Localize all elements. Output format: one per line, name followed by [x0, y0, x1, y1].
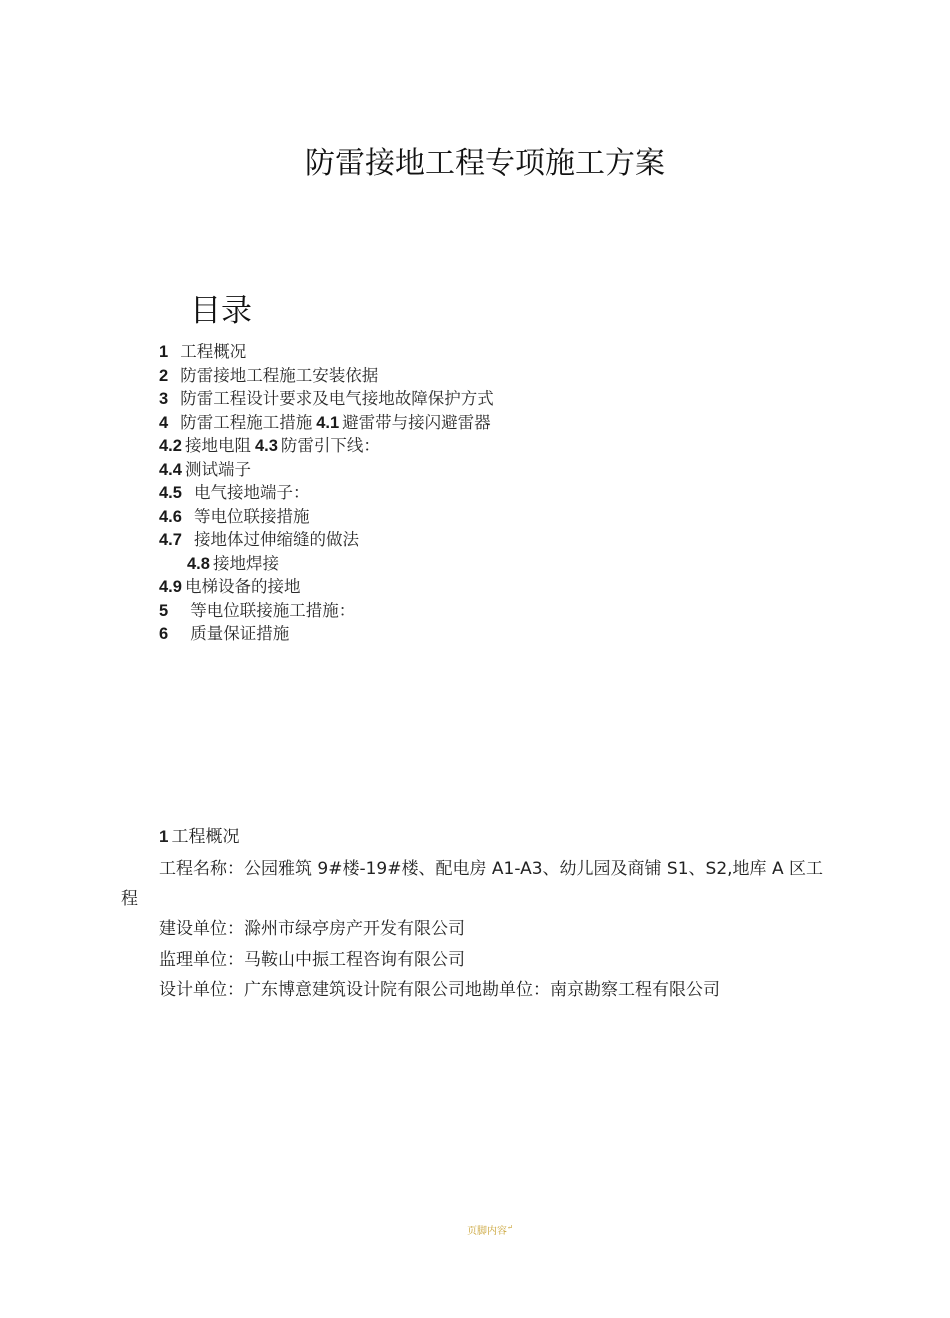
toc-item-5 [159, 600, 355, 622]
toc-item-text: 接地电阻 [184, 436, 251, 455]
toc-item-number: 4.8 [187, 554, 210, 573]
toc-item-number: 4 [159, 413, 169, 432]
toc-item-number: 4.9 [159, 578, 182, 596]
toc-item-4-7 [159, 529, 359, 551]
toc-item-text: 等电位联接措施 [193, 506, 310, 526]
toc-item-6 [159, 623, 289, 645]
section-heading-number: 1 [159, 827, 169, 846]
document-title: 防雷接地工程专项施工方案 [305, 146, 665, 181]
supervisor-line: 监理单位：马鞍山中振工程咨询有限公司 [159, 950, 465, 970]
toc-item-4 [159, 412, 491, 434]
toc-item-number: 4.5 [159, 484, 182, 502]
toc-item-number: 2 [159, 366, 169, 385]
footer-mark-icon: ↵ [507, 1223, 513, 1232]
toc-item-text: 防雷工程施工措施 [180, 412, 313, 432]
section-heading-text: 工程概况 [171, 827, 240, 847]
toc-item-number: 4.4 [159, 460, 182, 479]
toc-item-text: 测试端子 [184, 459, 251, 479]
toc-item-4-9 [159, 576, 300, 598]
toc-item-2 [159, 365, 378, 387]
toc-item-number: 5 [159, 601, 169, 620]
toc-item-text: 等电位联接施工措施： [190, 600, 356, 620]
toc-item-number: 4.3 [254, 437, 278, 455]
toc-item-text: 防雷工程设计要求及电气接地故障保护方式 [180, 389, 494, 408]
toc-item-4-2 [159, 435, 380, 457]
toc-item-text: 避雷带与接闪避雷器 [342, 412, 491, 432]
toc-item-4-6 [159, 506, 309, 528]
toc-item-text: 防雷引下线： [280, 436, 380, 455]
designer-survey-line: 设计单位：广东博意建筑设计院有限公司地勘单位：南京勘察工程有限公司 [159, 980, 720, 1000]
toc-item-text: 电梯设备的接地 [184, 577, 301, 596]
toc-item-number: 3 [159, 390, 169, 408]
toc-item-number: 6 [159, 625, 169, 643]
toc-item-text: 质量保证措施 [190, 624, 290, 643]
toc-item-text: 接地体过伸缩缝的做法 [193, 530, 359, 549]
toc-item-text: 接地焊接 [212, 553, 279, 573]
toc-item-1 [159, 341, 246, 363]
toc-item-number: 4.6 [159, 507, 182, 526]
page-footer [0, 1222, 950, 1237]
toc-item-number: 4.7 [159, 531, 182, 549]
toc-item-text: 防雷接地工程施工安装依据 [180, 365, 379, 385]
project-name-line: 工程名称：公园雅筑 9#楼-19#楼、配电房 A1-A3、幼儿园及商铺 S1、S2,地库 A 区工 [159, 859, 823, 879]
toc-item-4-8 [187, 553, 279, 575]
toc-item-4-4 [159, 459, 251, 481]
toc-heading: 目录 [190, 293, 252, 329]
toc-item-number: 4.2 [159, 437, 182, 455]
section-heading [159, 825, 239, 849]
toc-item-number: 1 [159, 343, 169, 361]
toc-item-4-5 [159, 482, 309, 504]
toc-item-text: 工程概况 [180, 342, 247, 361]
toc-item-text: 电气接地端子： [193, 483, 310, 502]
toc-item-3 [159, 388, 494, 410]
footer-text: 页脚内容 [467, 1226, 508, 1237]
toc-item-number: 4.1 [316, 413, 340, 432]
builder-line: 建设单位：滁州市绿亭房产开发有限公司 [159, 919, 465, 939]
project-name-line-wrap: 程 [121, 889, 138, 909]
